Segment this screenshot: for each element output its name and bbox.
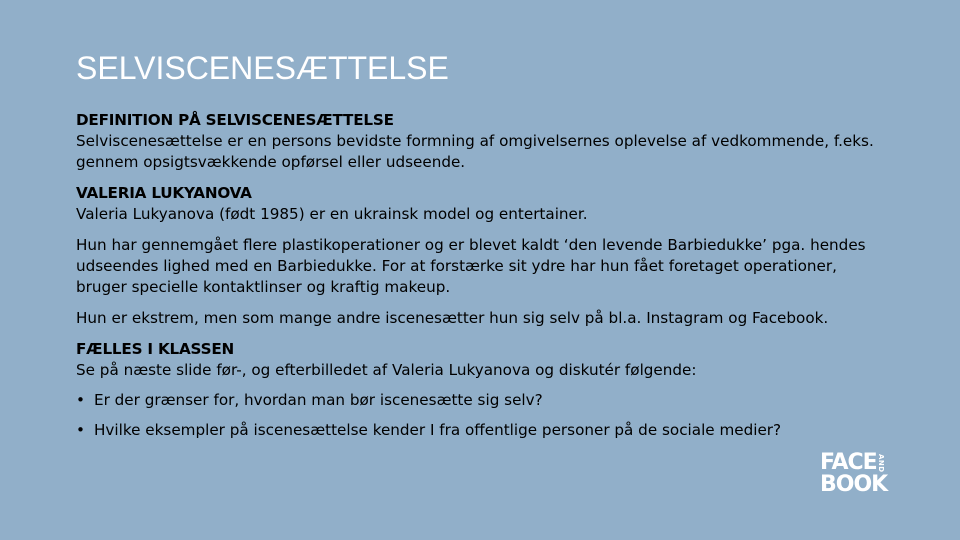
slide-content xyxy=(76,110,886,451)
discussion-list xyxy=(76,390,886,441)
class-text: Se på næste slide før-, og efterbilledet af Valeria Lukyanova og diskutér følgende: xyxy=(76,361,697,379)
social-text: Hun er ekstrem, men som mange andre iscenesætter hun sig selv på bl.a. Instagram og Facebook. xyxy=(76,309,829,327)
list-item-text: Hvilke eksempler på iscenesættelse kender I fra offentlige personer på de sociale medier? xyxy=(94,421,782,439)
valeria-section xyxy=(76,183,886,225)
valeria-heading: VALERIA LUKYANOVA xyxy=(76,184,252,202)
list-item xyxy=(76,420,886,441)
valeria-text: Valeria Lukyanova (født 1985) er en ukrainsk model og entertainer. xyxy=(76,205,588,223)
list-item xyxy=(76,390,886,411)
class-section xyxy=(76,339,886,441)
class-heading: FÆLLES I KLASSEN xyxy=(76,340,235,358)
surgery-text: Hun har gennemgået flere plastikoperationer og er blevet kaldt ‘den levende Barbiedukke’ pga. hendes udseendes lighed med en Barbiedukke. For at forstærke sit ydre har hun fået foretaget operationer, bruger specielle kontaktlinser og kraftig makeup. xyxy=(76,236,866,296)
list-item-text: Er der grænser for, hvordan man bør iscenesætte sig selv? xyxy=(94,391,543,409)
bullet-icon: • xyxy=(76,391,85,409)
logo-line-face: FACE xyxy=(820,450,877,475)
bullet-icon: • xyxy=(76,421,85,439)
definition-heading: DEFINITION PÅ SELVISCENESÆTTELSE xyxy=(76,111,394,129)
logo-line-book: BOOK xyxy=(820,472,888,497)
definition-section xyxy=(76,110,886,173)
logo-side-and: AND xyxy=(877,454,885,473)
definition-text: Selviscenesættelse er en persons bevidste formning af omgivelsernes oplevelse af vedkommende, f.eks. gennem opsigtsvækkende opførsel eller udseende. xyxy=(76,132,874,171)
face-and-book-logo xyxy=(820,452,898,498)
slide-title: SELVISCENESÆTTELSE xyxy=(76,50,449,86)
paragraph-social xyxy=(76,308,886,329)
paragraph-surgery xyxy=(76,235,886,298)
